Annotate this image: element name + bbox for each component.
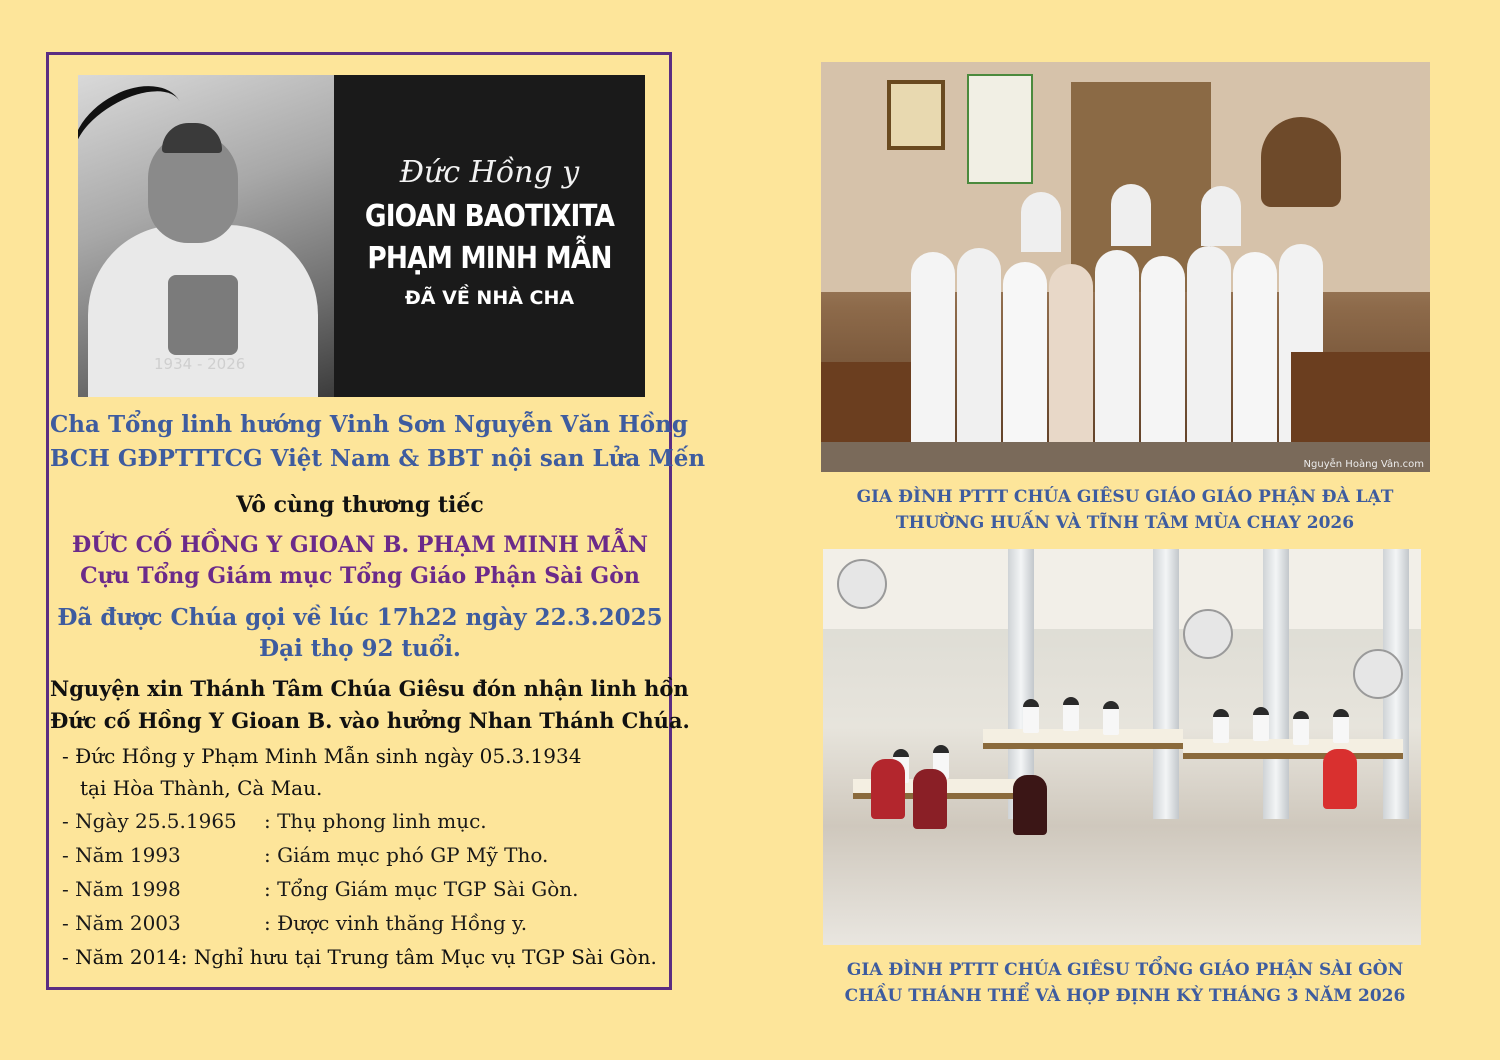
photo-watermark: Nguyễn Hoàng Vân.com	[1303, 459, 1424, 470]
sender-line2: BCH GĐPTTTCG Việt Nam & BBT nội san Lửa Mến	[50, 445, 706, 472]
prayer-block	[50, 673, 690, 737]
fact-date: - Năm 1993	[62, 843, 181, 867]
death-line: Đã được Chúa gọi về lúc 17h22 ngày 22.3.2025	[57, 604, 663, 631]
fact-event: : Được vinh thăng Hồng y.	[264, 911, 528, 935]
fact-event: : Giám mục phó GP Mỹ Tho.	[264, 843, 549, 867]
deceased-title: ĐỨC CỐ HỒNG Y GIOAN B. PHẠM MINH MẪN	[72, 532, 648, 558]
banner-name-line2: PHẠM MINH MẪN	[367, 241, 612, 276]
banner-text	[334, 75, 645, 397]
wall-fan-icon	[1353, 649, 1403, 699]
bottom-caption-line1: GIA ĐÌNH PTTT CHÚA GIÊSU TỔNG GIÁO PHẬN SÀI GÒN	[846, 960, 1404, 980]
meeting-hall-photo	[823, 549, 1421, 945]
cardinal-portrait	[78, 75, 334, 397]
condolence-text: Vô cùng thương tiếc	[236, 492, 484, 518]
prayer-line1: Nguyện xin Thánh Tâm Chúa Giêsu đón nhận linh hồn	[50, 676, 689, 701]
fact-date: - Năm 2003	[62, 911, 181, 935]
top-caption-line2: THƯỜNG HUẤN VÀ TĨNH TÂM MÙA CHAY 2026	[895, 513, 1355, 533]
parish-banner	[967, 74, 1033, 184]
fact-date: - Ngày 25.5.1965	[62, 809, 237, 833]
life-years: 1934 - 2026	[154, 355, 246, 373]
age-line: Đại thọ 92 tuổi.	[259, 635, 461, 662]
wall-fan-icon	[1183, 609, 1233, 659]
prayer-line2: Đức cố Hồng Y Gioan B. vào hưởng Nhan Thánh Chúa.	[50, 708, 690, 733]
deceased-role: Cựu Tổng Giám mục Tổng Giáo Phận Sài Gòn	[80, 563, 640, 589]
banner-script-title: Đức Hồng y	[399, 155, 580, 190]
top-photo-caption	[800, 484, 1450, 536]
fact-event: : Tổng Giám mục TGP Sài Gòn.	[264, 877, 579, 901]
bottom-caption-line2: CHẦU THÁNH THỂ VÀ HỌP ĐỊNH KỲ THÁNG 3 NĂM 2026	[844, 986, 1406, 1006]
sender-line1: Cha Tổng linh hướng Vinh Sơn Nguyễn Văn Hồng	[50, 411, 688, 438]
banner-name-line1: GIOAN BAOTIXITA	[364, 199, 615, 234]
wall-fan-icon	[837, 559, 887, 609]
church-group-photo	[821, 62, 1430, 472]
top-caption-line1: GIA ĐÌNH PTTT CHÚA GIÊSU GIÁO GIÁO PHẬN ĐÀ LẠT	[856, 487, 1394, 507]
fact-row	[62, 838, 672, 872]
death-block	[50, 602, 670, 664]
birth-line2: tại Hòa Thành, Cà Mau.	[80, 776, 323, 800]
bottom-photo-caption	[800, 957, 1450, 1009]
notice-sender	[50, 408, 706, 476]
fact-row	[62, 906, 672, 940]
birth-line1: - Đức Hồng y Phạm Minh Mẫn sinh ngày 05.3.1934	[62, 744, 582, 768]
biography-facts	[62, 740, 672, 974]
fact-row	[62, 804, 672, 838]
fact-date: - Năm 1998	[62, 877, 181, 901]
memorial-banner	[78, 75, 645, 397]
group-of-people	[911, 192, 1351, 442]
deceased-block	[50, 530, 670, 592]
fact-row	[62, 872, 672, 906]
divine-mercy-picture	[887, 80, 945, 150]
condolence-heading	[50, 488, 670, 522]
fact-event: : Thụ phong linh mục.	[264, 809, 487, 833]
banner-subtitle: ĐÃ VỀ NHÀ CHA	[404, 287, 575, 309]
retirement-line: - Năm 2014: Nghỉ hưu tại Trung tâm Mục vụ TGP Sài Gòn.	[62, 945, 657, 969]
